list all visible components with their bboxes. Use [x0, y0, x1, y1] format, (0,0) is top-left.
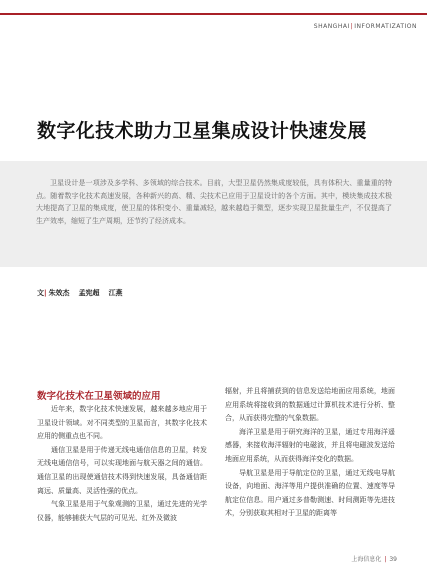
header-separator: |: [350, 23, 354, 30]
author-name: 江燕: [108, 289, 123, 297]
body-column-left: [37, 403, 207, 525]
byline-separator: |: [44, 289, 47, 297]
body-paragraph: 近年来，数字化技术快速发展，越来越多地应用于卫星设计领域。对不同类型的卫星而言，其数字化技术应用的侧重点也不同。: [37, 405, 207, 441]
footer-publication: 上海信息化: [351, 556, 382, 563]
page-footer: [351, 554, 397, 563]
header-label: [314, 23, 417, 30]
body-paragraph: 通信卫星是用于传递无线电通信信息的卫星，转发无线电通信信号，可以实现地面与航天器之间的通信。通信卫星的出现使通信技术得到快速发展，具备通信距离远、质量高、灵活性强的优点。: [37, 445, 207, 495]
body-paragraph: 导航卫星是用于导航定位的卫星，通过无线电导航设备，向地面、海洋等用户提供准确的位置、速度等导航定位信息。用户通过多普勒测速、时间测距等先进技术，分别获取其相对于卫星的距离等: [225, 468, 395, 518]
abstract-text: 卫星设计是一项涉及多学科、多领域的综合技术。目前，大型卫星仍然集成度较低，具有体积大、重量重的特点。随着数字化技术高速发展，各种新兴的高、精、尖技术已应用于卫星设计的各个方面。其中，模块集成技术极大地提高了卫星的集成度，使卫星的体积变小、重量减轻，越来越趋于微型，逐步实现卫星批量生产，不仅提高了生产效率，缩短了生产周期，还节约了经济成本。: [36, 179, 392, 225]
body-paragraph-continued: 辐射，并且将捕获到的信息发送给地面应用系统，地面应用系统将接收到的数据通过计算机技术进行分析、整合，从而获得完整的气象数据。: [225, 387, 395, 423]
body-paragraph: 气象卫星是用于气象观测的卫星，通过先进的光学仪器，能够捕获大气层的可见光、红外及微波: [37, 500, 207, 522]
footer-separator: |: [384, 556, 387, 563]
page-number: 39: [389, 556, 397, 563]
header-rule: [0, 13, 427, 15]
header-label-left: SHANGHAI: [313, 23, 350, 30]
article-title: 数字化技术助力卫星集成设计快速发展: [37, 120, 367, 142]
body-paragraph: 海洋卫星是用于研究海洋的卫星，通过专用海洋遥感器，来接收海洋辐射的电磁波，并且将电磁波发送给地面应用系统，从而获得海洋变化的数据。: [225, 427, 395, 463]
section-heading: 数字化技术在卫星领域的应用: [37, 391, 161, 402]
byline: [37, 288, 132, 298]
byline-label: 文: [37, 289, 44, 297]
body-column-right: [225, 385, 395, 521]
header-label-right: INFORMATIZATION: [354, 23, 417, 30]
author-name: 朱效杰: [48, 289, 70, 297]
author-name: 孟宪超: [78, 289, 100, 297]
